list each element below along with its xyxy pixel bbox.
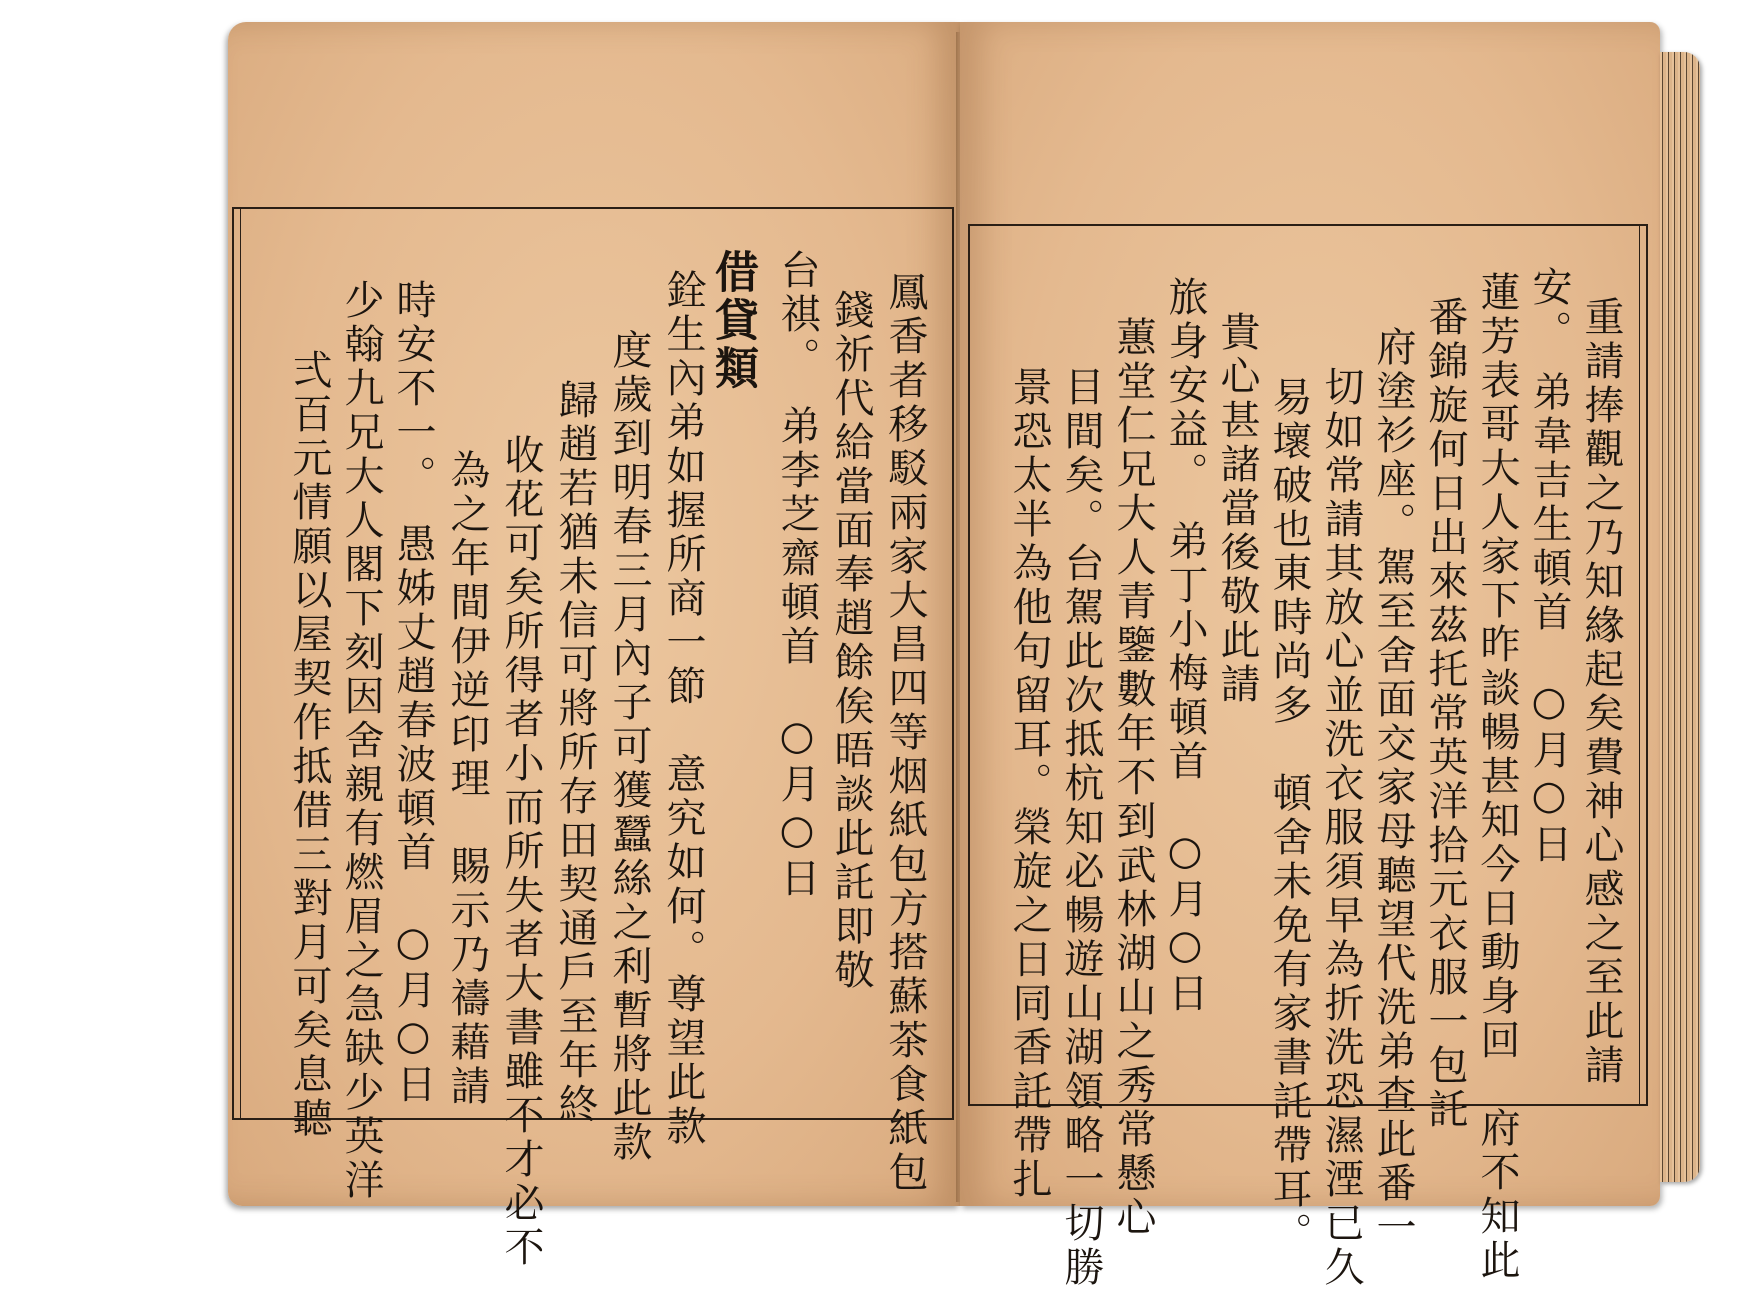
left-col-3: 台祺。 弟李芝齋頓首 ○月○日: [774, 249, 820, 901]
left-col-6: 度歲到明春三月內子可獲蠶絲之利暫將此款: [606, 329, 652, 1165]
right-col-10: 蕙堂仁兄大人青鑒數年不到武林湖山之秀常懸心: [1110, 316, 1156, 1240]
right-col-7: 易壞破也東時尚多 頓舍未免有家書託帶耳。: [1266, 376, 1312, 1256]
left-col-10: 時安不一。 愚姊丈趙春波頓首 ○月○日: [390, 279, 436, 1107]
right-page: [960, 22, 1660, 1290]
left-col-8: 收花可矣所得者小而所失者大書雖不才必不: [498, 434, 544, 1270]
left-page-frame: [232, 207, 954, 1270]
left-col-5: 銓生內弟如握所商一節 意究如何。尊望此款: [660, 269, 706, 1149]
right-col-2: 安。 弟韋吉生頓首 ○月○日: [1526, 266, 1572, 867]
right-col-11: 目間矣。台駕此次抵杭知必暢遊山湖領略一切勝: [1058, 366, 1104, 1290]
left-col-7: 歸趙若猶未信可將所存田契通戶至年終: [552, 379, 598, 1127]
right-col-12: 景恐太半為他句留耳。榮旋之日同香託帶扎: [1006, 366, 1052, 1202]
left-col-2: 錢祈代給當面奉趙餘俟晤談此託即敬: [828, 289, 874, 993]
right-col-4: 番錦旋何日出來茲托常英洋拾元衣服一包託: [1422, 296, 1468, 1132]
right-col-5: 府塗衫座。駕至舍面交家母聽望代洗弟查此番一: [1370, 326, 1416, 1250]
left-col-11: 少翰九兄大人閣下刻因舍親有燃眉之急缺少英洋: [338, 279, 384, 1203]
left-col-12: 弍百元情願以屋契作抵借三對月可矣息聽: [286, 349, 332, 1141]
left-heading-borrowing: 借貸類: [707, 249, 758, 393]
left-page: [228, 22, 960, 1270]
right-col-3: 蓮芳表哥大人家下昨談暢甚知今日動身回 府不知此: [1474, 271, 1520, 1283]
right-col-8: 貴心甚諸當後敬此請: [1214, 311, 1260, 707]
open-book: [228, 22, 1700, 1290]
right-frame-inner-rule: [1639, 226, 1640, 1104]
left-col-9: 為之年間伊逆印理 賜示乃禱藉請: [444, 449, 490, 1109]
page-stack-edge: [1660, 52, 1700, 1182]
left-col-1: 鳳香者移駁兩家大昌四等烟紙包方搭蘇茶食紙包: [882, 271, 928, 1195]
right-col-9: 旅身安益。 弟丁小梅頓首 ○月○日: [1162, 276, 1208, 1016]
left-frame-inner-rule: [240, 209, 241, 1118]
right-col-1: 重請捧觀之乃知緣起矣費神心感之至此請: [1578, 296, 1624, 1088]
right-col-6: 切如常請其放心並洗衣服須早為折洗恐濕湮已久: [1318, 366, 1364, 1290]
right-page-frame: [968, 224, 1648, 1290]
